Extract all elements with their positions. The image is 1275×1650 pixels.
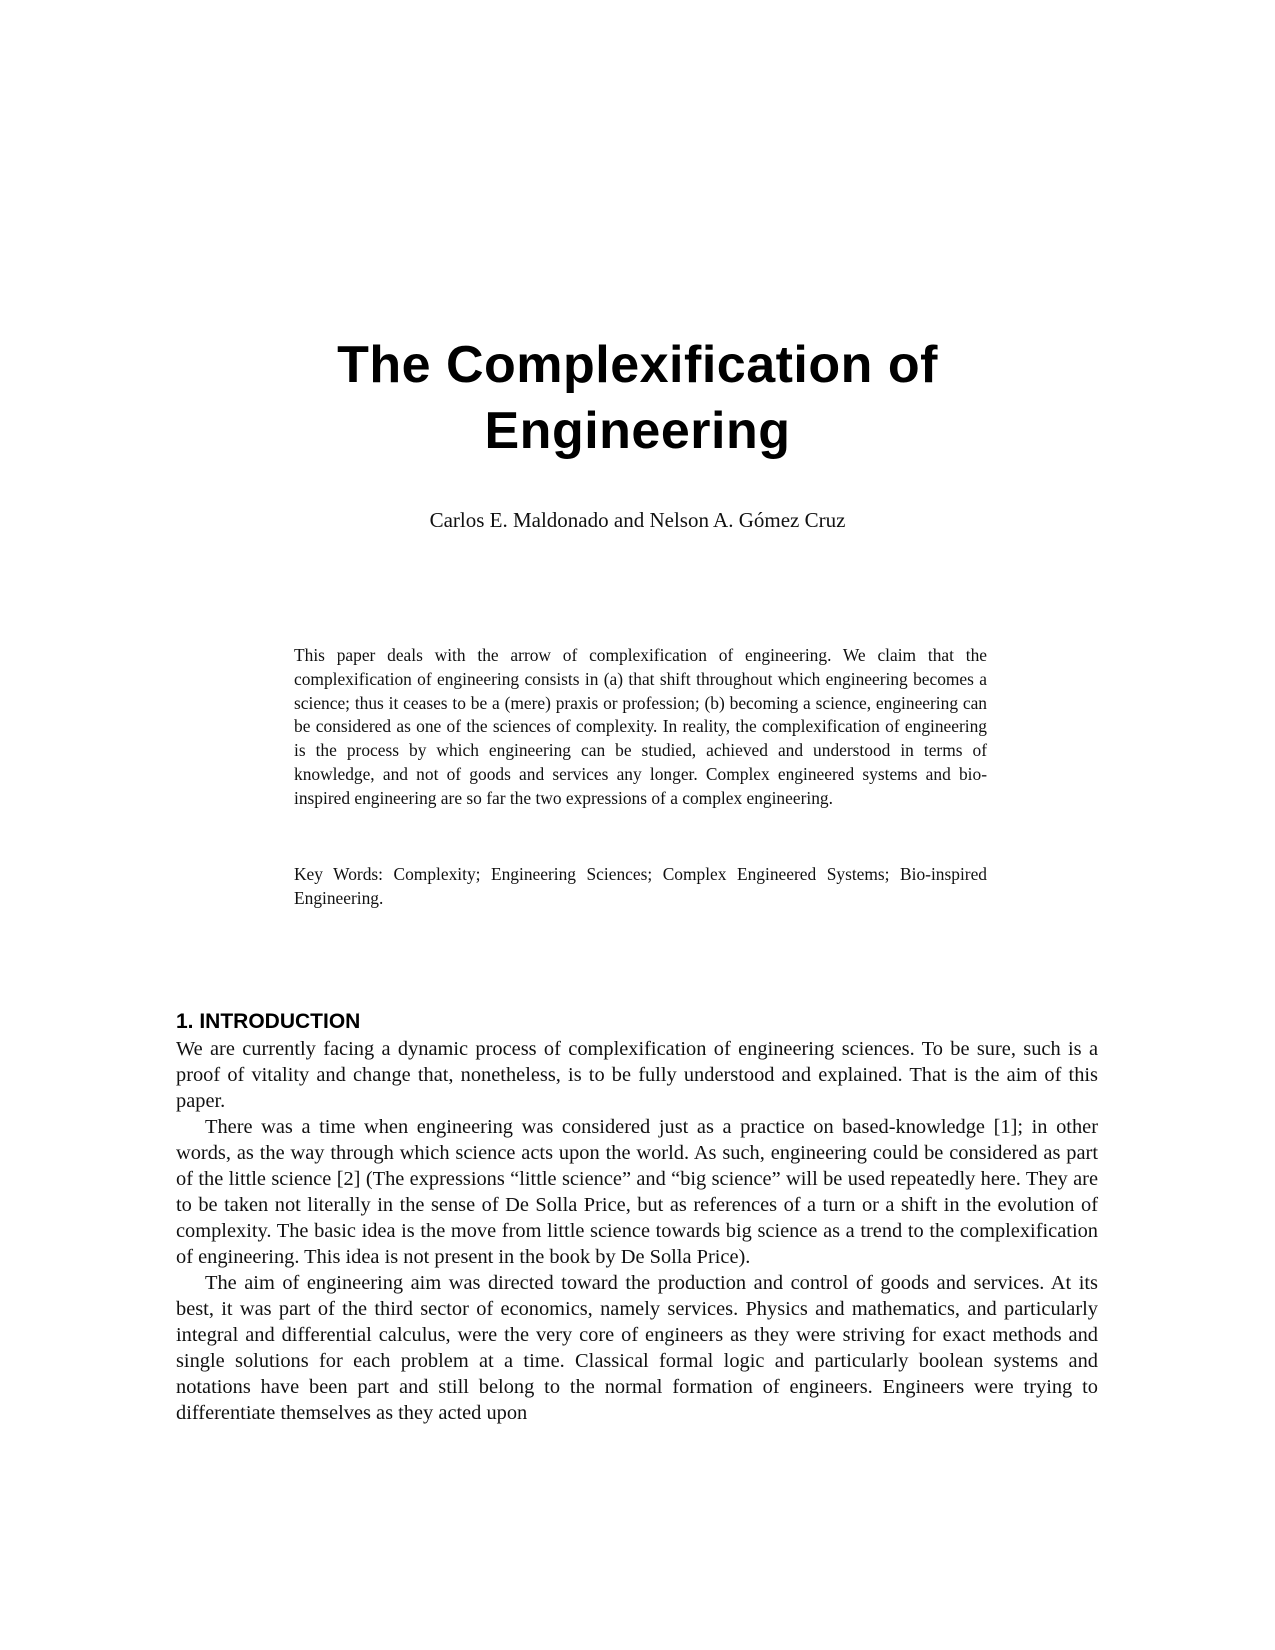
keywords: Key Words: Complexity; Engineering Sciences; Complex Engineered Systems; Bio-inspired Engineering. [294,864,987,908]
authors: Carlos E. Maldonado and Nelson A. Gómez Cruz [429,508,846,532]
section-heading: 1. INTRODUCTION [176,1010,361,1033]
paper-title: The Complexification of Engineering [337,336,938,460]
section-body [176,1036,1098,1426]
abstract: This paper deals with the arrow of complexification of engineering. We claim that the complexification of engineering consists in (a) that shift throughout which engineering becomes a science; thus it ceases to be a (mere) praxis or profession; (b) becoming a science, engineering can be considered as one of the sciences of complexity. In reality, the complexification of engineering is the process by which engineering can be studied, achieved and understood in terms of knowledge, and not of goods and services any longer. Complex engineered systems and bio-inspired engineering are so far the two expressions of a complex engineering. [294,645,987,808]
paragraph: We are currently facing a dynamic process of complexification of engineering sciences. To be sure, such is a proof of vitality and change that, nonetheless, is to be fully understood and explained. That is the aim of this paper. [176,1038,1098,1112]
paragraph: The aim of engineering aim was directed toward the production and control of goods and services. At its best, it was part of the third sector of economics, namely services. Physics and mathematics, and particularly integral and differential calculus, were the very core of engineers as they were striving for exact methods and single solutions for each problem at a time. Classical formal logic and particularly boolean systems and notations have been part and still belong to the normal formation of engineers. Engineers were trying to differentiate themselves as they acted upon [176,1272,1098,1424]
paragraph: There was a time when engineering was considered just as a practice on based-knowledge [1]; in other words, as the way through which science acts upon the world. As such, engineering could be considered as part of the little science [2] (The expressions “little science” and “big science” will be used repeatedly here. They are to be taken not literally in the sense of De Solla Price, but as references of a turn or a shift in the evolution of complexity. The basic idea is the move from little science towards big science as a trend to the complexification of engineering. This idea is not present in the book by De Solla Price). [176,1116,1098,1268]
